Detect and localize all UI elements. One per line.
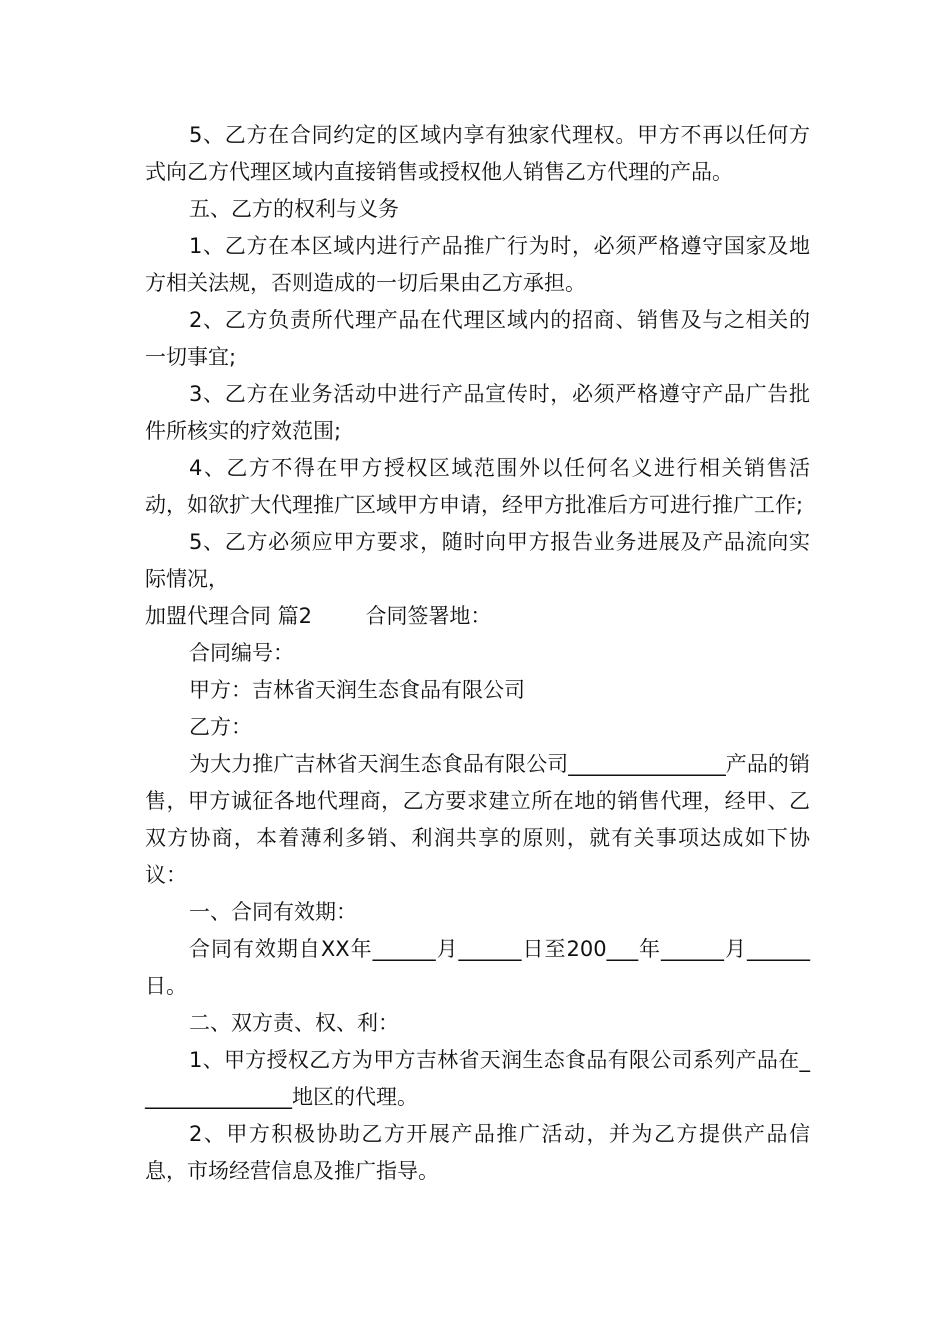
contract-title: 加盟代理合同 篇2 合同签署地：	[145, 604, 492, 628]
paragraph: 为大力推广吉林省天润生态食品有限公司_______________产品的销售，甲方诚征各地代理商，乙方要求建立所在地的销售代理，经甲、乙双方协商，本着薄利多销、利润共享的原则，就有关事项达成如下协议：	[145, 752, 810, 887]
section-heading: 五、乙方的权利与义务	[189, 197, 399, 221]
contract-number: 合同编号：	[189, 641, 294, 665]
paragraph: 4、乙方不得在甲方授权区域范围外以任何名义进行相关销售活动，如欲扩大代理推广区域甲方申请，经甲方批准后方可进行推广工作;	[145, 456, 810, 517]
paragraph: 1、乙方在本区域内进行产品推广行为时，必须严格遵守国家及地方相关法规，否则造成的一切后果由乙方承担。	[145, 234, 810, 295]
party-a: 甲方：吉林省天润生态食品有限公司	[189, 678, 525, 702]
paragraph: 5、乙方在合同约定的区域内享有独家代理权。甲方不再以任何方式向乙方代理区域内直接销售或授权他人销售乙方代理的产品。	[145, 123, 810, 184]
document-body	[145, 117, 810, 1190]
paragraph: 3、乙方在业务活动中进行产品宣传时，必须严格遵守产品广告批件所核实的疗效范围;	[145, 382, 810, 443]
paragraph: 1、甲方授权乙方为甲方吉林省天润生态食品有限公司系列产品在_______________地区的代理。	[145, 1048, 810, 1109]
section-heading: 一、合同有效期：	[189, 900, 357, 924]
paragraph: 合同有效期自XX年______月______日至200___年______月______日。	[145, 937, 810, 998]
section-heading: 二、双方责、权、利：	[189, 1011, 399, 1035]
paragraph: 5、乙方必须应甲方要求，随时向甲方报告业务进展及产品流向实际情况，	[145, 530, 810, 591]
paragraph: 2、乙方负责所代理产品在代理区域内的招商、销售及与之相关的一切事宜;	[145, 308, 810, 369]
paragraph: 2、甲方积极协助乙方开展产品推广活动，并为乙方提供产品信息，市场经营信息及推广指导。	[145, 1122, 810, 1183]
party-b: 乙方：	[189, 715, 252, 739]
